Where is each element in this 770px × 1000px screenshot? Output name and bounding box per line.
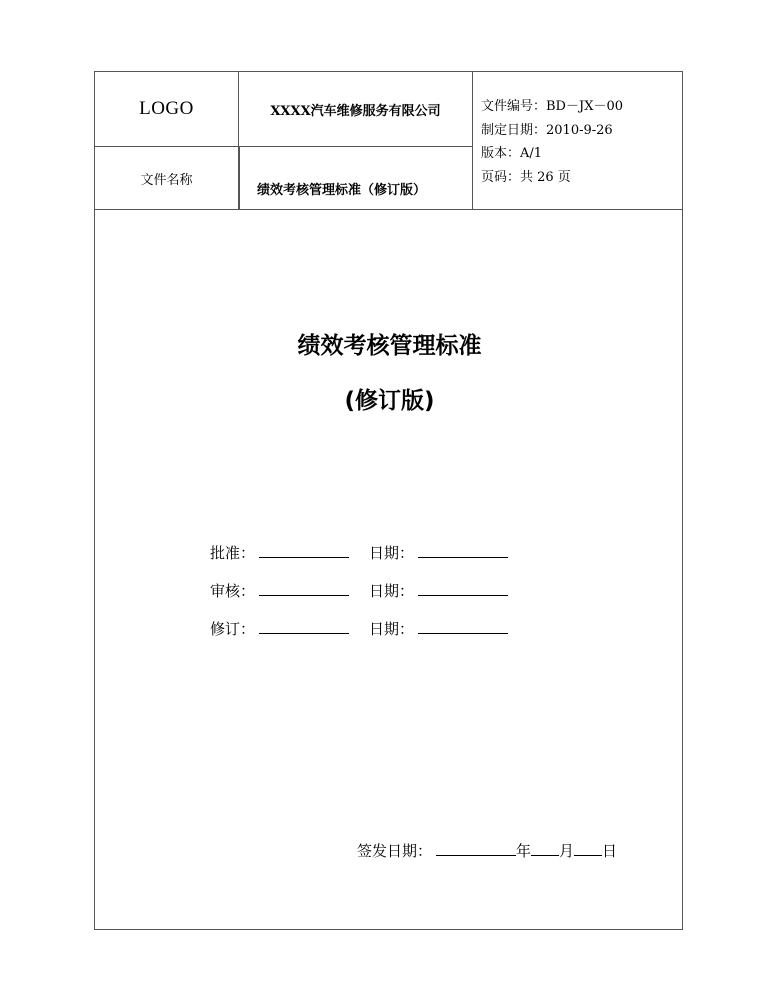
logo-cell (95, 72, 239, 147)
doc-version: 版本：A/1 (481, 146, 543, 161)
review-blank[interactable] (259, 581, 349, 596)
approve-row (210, 542, 508, 563)
company-name: XXXX汽车维修服务有限公司 (270, 103, 441, 119)
approve-blank[interactable] (259, 543, 349, 558)
doc-pages: 页码：共 26 页 (481, 169, 571, 185)
doc-number: 文件编号：BD－JX－00 (481, 99, 623, 114)
issue-year-label: 年 (516, 842, 532, 860)
approve-date-blank[interactable] (418, 543, 508, 558)
logo: LOGO (139, 98, 194, 119)
revise-row (210, 618, 508, 639)
issue-year-blank[interactable] (436, 841, 516, 856)
file-name-label-cell (95, 147, 239, 209)
issue-day-blank[interactable] (574, 841, 602, 856)
document-title: 绩效考核管理标准 (297, 333, 482, 359)
doc-date: 制定日期：2010-9-26 (481, 122, 613, 138)
document-info-cell (473, 72, 682, 209)
review-row (210, 580, 508, 601)
revise-date-blank[interactable] (418, 619, 508, 634)
review-date-blank[interactable] (418, 581, 508, 596)
header-table (95, 72, 682, 210)
issue-month-label: 月 (559, 842, 575, 860)
file-name-cell (239, 147, 473, 209)
issue-date-label: 签发日期： (357, 842, 433, 860)
revise-blank[interactable] (259, 619, 349, 634)
approve-label: 批准： (210, 544, 256, 562)
file-name-label: 文件名称 (140, 172, 193, 188)
issue-day-label: 日 (602, 842, 618, 860)
revise-label: 修订： (210, 620, 256, 638)
review-date-label: 日期： (369, 582, 415, 600)
issue-month-blank[interactable] (531, 841, 559, 856)
revise-date-label: 日期： (369, 620, 415, 638)
issue-date-row (357, 840, 617, 861)
document-frame (94, 71, 683, 930)
review-label: 审核： (210, 582, 256, 600)
company-cell (239, 72, 473, 147)
document-subtitle: (修订版) (344, 388, 435, 414)
approve-date-label: 日期： (369, 544, 415, 562)
file-name: 绩效考核管理标准（修订版） (257, 183, 427, 198)
